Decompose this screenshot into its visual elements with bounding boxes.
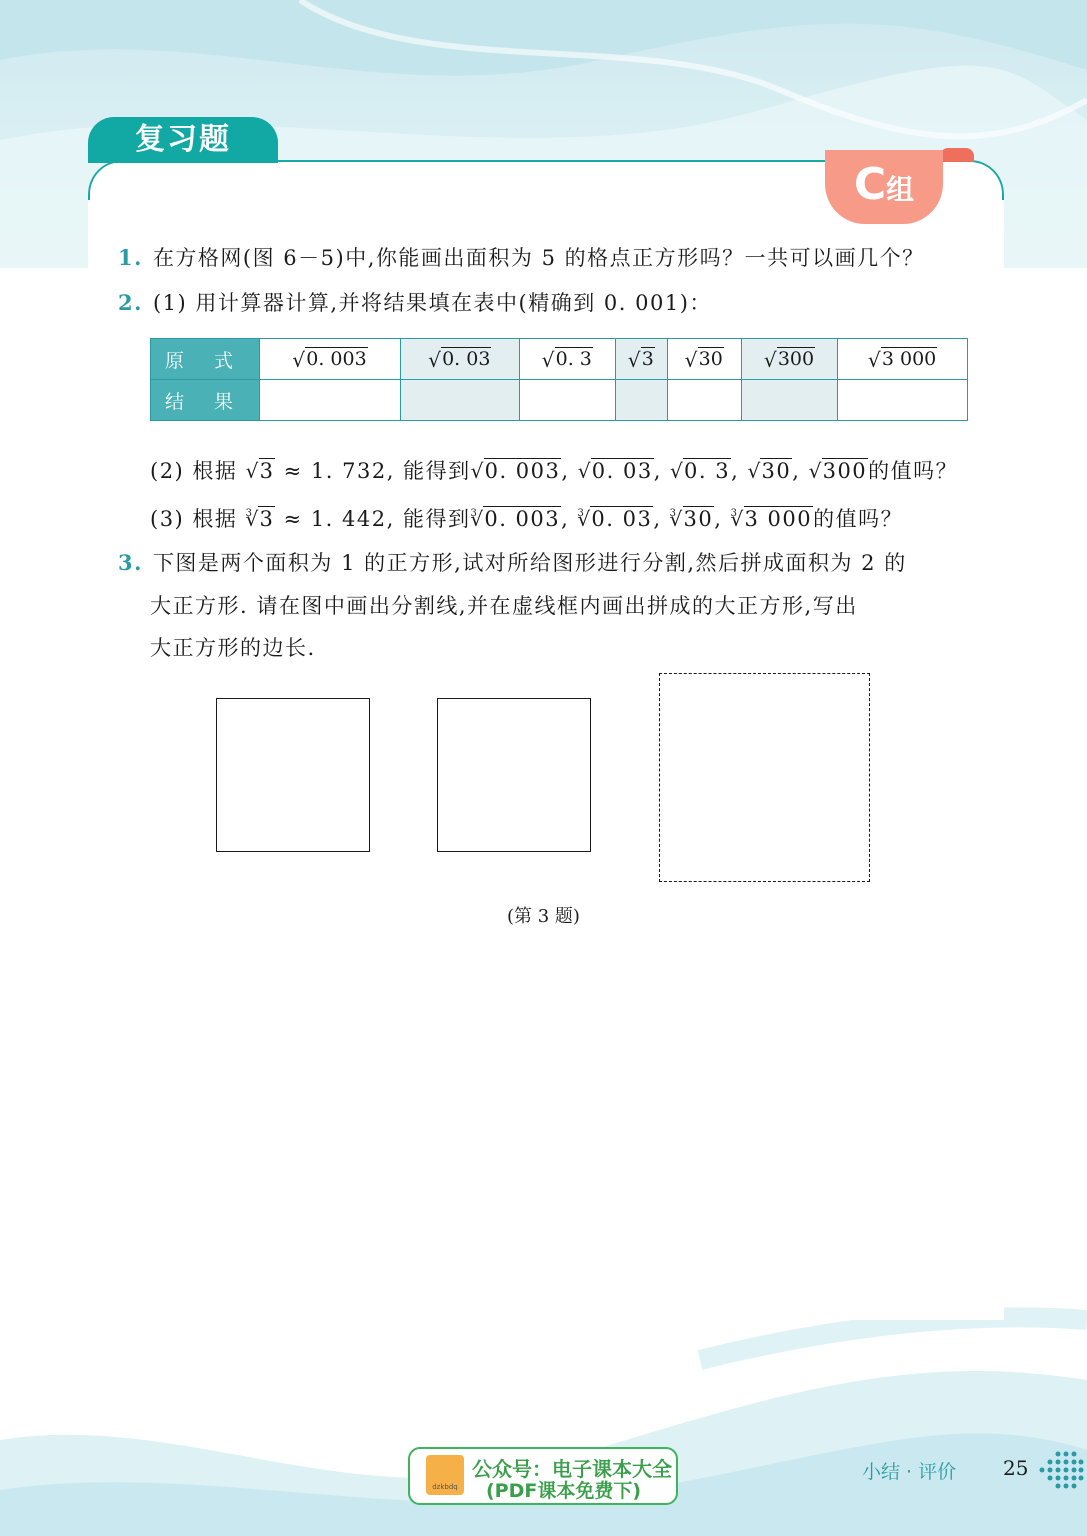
table-cell: √ 0. 003 (260, 339, 401, 380)
table-cell: √ 3 (615, 339, 667, 380)
row-label: 原 式 (151, 339, 260, 380)
question-2 (118, 287, 712, 317)
book-icon: dzkbdq (426, 1455, 464, 1495)
question-1 (118, 242, 925, 272)
watermark-badge (408, 1447, 678, 1505)
dots-decoration-icon (1036, 1447, 1084, 1493)
question-number: 3. (118, 550, 143, 575)
table-row (151, 380, 968, 421)
answer-cell[interactable] (260, 380, 401, 421)
result-table (150, 338, 968, 421)
answer-cell[interactable] (838, 380, 968, 421)
group-letter: C (853, 159, 887, 210)
table-cell: √ 300 (741, 339, 837, 380)
table-row (151, 339, 968, 380)
question-2-part-3: (3) 根据 $^3$√ 3 ≈ 1. 442, 能得到$^3$√ 0. 003, $^3$√ 0. 03, $^3$√ 30, $^3$√ 3 000的值吗？ (150, 503, 903, 533)
question-text: 下图是两个面积为 1 的正方形,试对所给图形进行分割,然后拼成面积为 2 的 (152, 551, 907, 575)
page-number: 25 (1003, 1456, 1029, 1480)
question-3-line-2: 大正方形. 请在图中画出分割线,并在虚线框内画出拼成的大正方形,写出 (150, 594, 858, 618)
answer-cell[interactable] (400, 380, 519, 421)
question-3-line-3: 大正方形的边长. (150, 636, 316, 660)
answer-cell[interactable] (615, 380, 667, 421)
unit-square-1[interactable] (216, 698, 370, 852)
unit-square-2[interactable] (437, 698, 591, 852)
watermark-line-2: (PDF课本免费下) (486, 1480, 642, 1502)
answer-cell[interactable] (667, 380, 741, 421)
question-number: 2. (118, 290, 143, 315)
group-word: 组 (886, 173, 915, 206)
question-text: 在方格网(图 6－5)中,你能画出面积为 5 的格点正方形吗？一共可以画几个？ (152, 246, 925, 270)
footer-section-label: 小结 · 评价 (862, 1461, 957, 1483)
question-3 (118, 547, 907, 577)
question-text: (1) 用计算器计算,并将结果填在表中(精确到 0. 001)： (152, 291, 712, 315)
group-badge (825, 150, 943, 224)
watermark-line-1: 公众号：电子课本大全 (472, 1457, 672, 1481)
row-label: 结 果 (151, 380, 260, 421)
answer-dashed-box[interactable] (659, 673, 870, 882)
section-title: 复习题 (88, 117, 278, 163)
table-cell: √ 30 (667, 339, 741, 380)
table-cell: √ 0. 3 (519, 339, 615, 380)
badge-tab (940, 148, 974, 162)
question-number: 1. (118, 245, 143, 270)
table-cell: √ 0. 03 (400, 339, 519, 380)
answer-cell[interactable] (519, 380, 615, 421)
figure-caption: (第 3 题) (507, 906, 580, 927)
question-2-part-2: (2) 根据 √ 3 ≈ 1. 732, 能得到√ 0. 003, √ 0. 03, √ 0. 3, √ 30, √ 300的值吗？ (150, 455, 958, 485)
table-cell: √ 3 000 (838, 339, 968, 380)
answer-cell[interactable] (741, 380, 837, 421)
